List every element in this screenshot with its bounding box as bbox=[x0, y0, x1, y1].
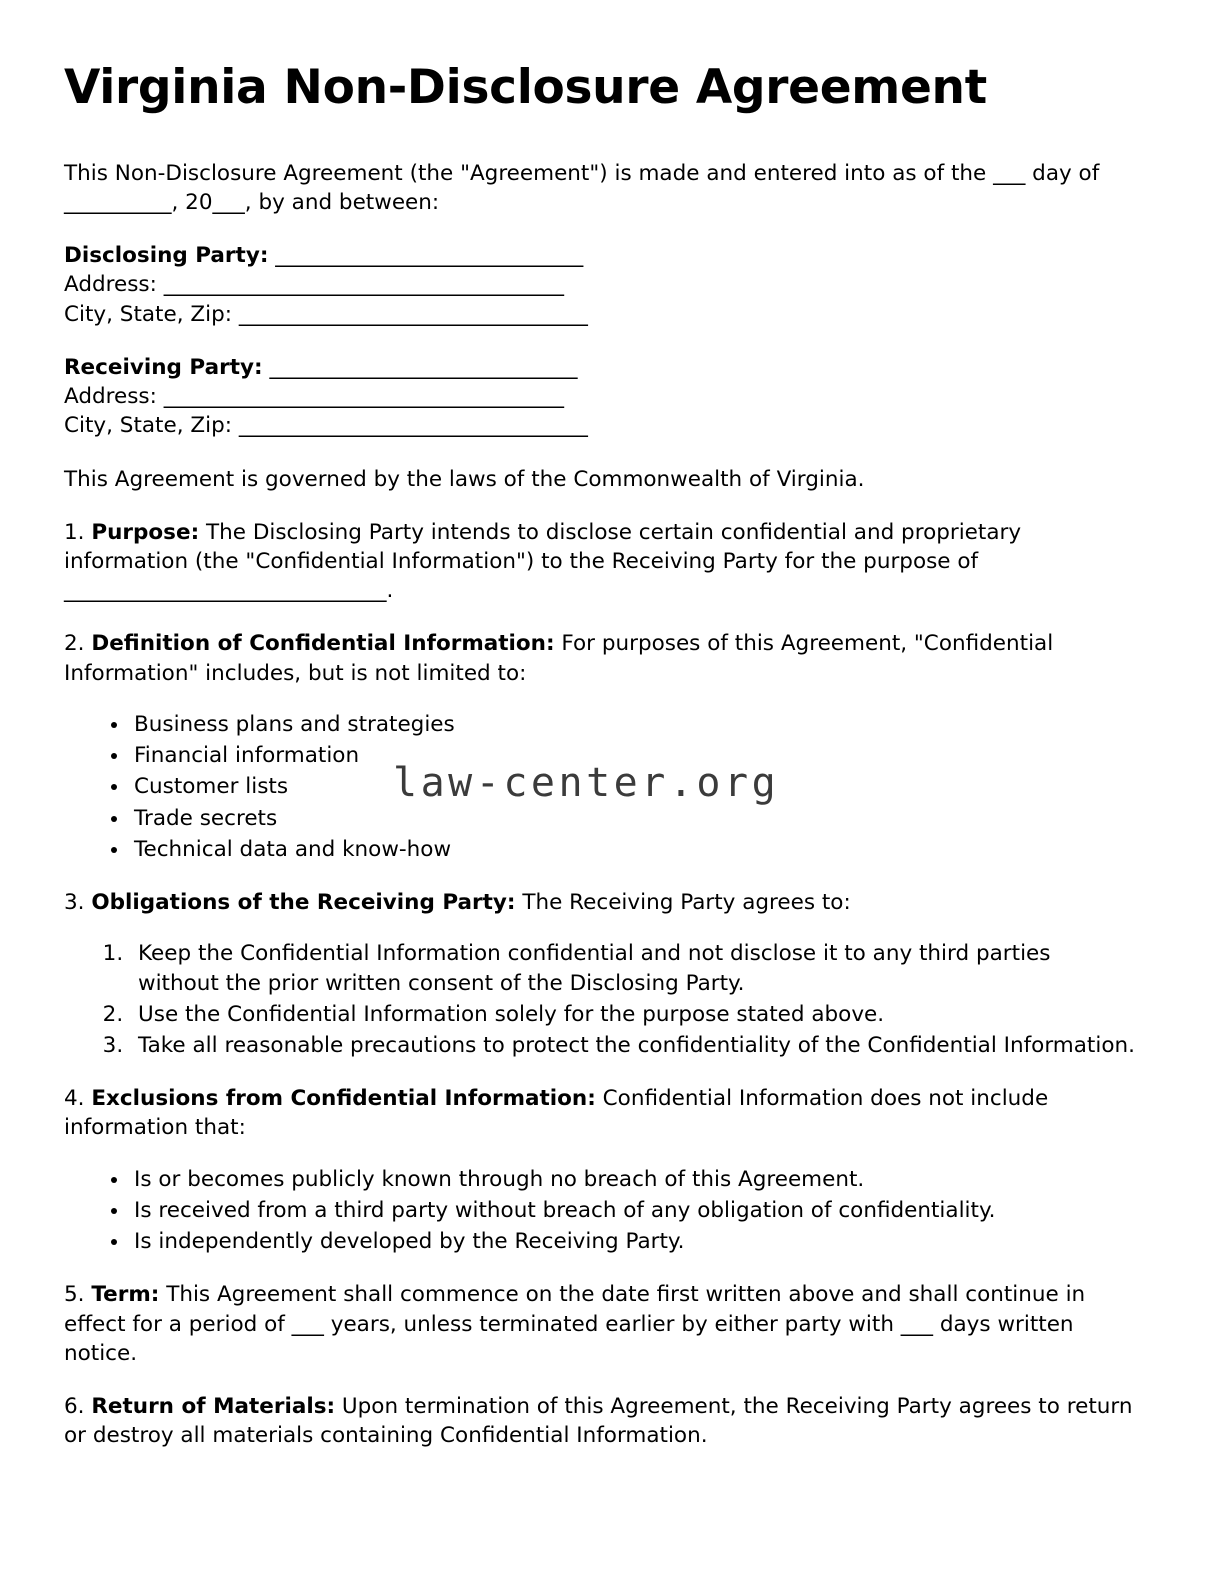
disclosing-party-name-blank: ______________________________ bbox=[275, 243, 583, 269]
section-purpose-body: The Disclosing Party intends to disclose certain confidential and proprietary information (the "Confidential Information") to the Receiving Party for the purpose of ______________________________. bbox=[64, 519, 1022, 604]
disclosing-party-name-line bbox=[64, 241, 1136, 270]
disclosing-party-city-label: City, State, Zip: bbox=[64, 301, 232, 327]
section-term-body: This Agreement shall commence on the date first written above and shall continue in effect for a period of ___ years, unless terminated earlier by either party with ___ days written notice. bbox=[64, 1282, 1086, 1366]
section-exclusions-label: Exclusions from Confidential Information: bbox=[91, 1086, 596, 1112]
section-purpose-label: Purpose: bbox=[91, 519, 200, 545]
receiving-party-address-blank: _______________________________________ bbox=[163, 384, 564, 410]
section-obligations bbox=[64, 888, 1136, 917]
receiving-party-city-line bbox=[64, 411, 1136, 440]
document-body bbox=[64, 62, 1136, 1475]
disclosing-party-address-label: Address: bbox=[64, 272, 157, 298]
list-item: • Business plans and strategies bbox=[130, 710, 1136, 739]
list-item: 3. Take all reasonable precautions to protect the confidentiality of the Confidential Information. bbox=[130, 1031, 1136, 1060]
section-return-label: Return of Materials: bbox=[91, 1394, 336, 1420]
section-return-number: 6. bbox=[64, 1394, 85, 1420]
section-definition-number: 2. bbox=[64, 631, 85, 657]
list-item: • Customer lists bbox=[130, 772, 1136, 801]
receiving-party-address-label: Address: bbox=[64, 384, 157, 410]
intro-paragraph: This Non-Disclosure Agreement (the "Agreement") is made and entered into as of the ___ day of __________, 20___, by and between: bbox=[64, 160, 1100, 215]
section-definition bbox=[64, 629, 1136, 687]
section-obligations-number: 3. bbox=[64, 890, 85, 916]
section-exclusions-number: 4. bbox=[64, 1086, 85, 1112]
page-title: Virginia Non-Disclosure Agreement bbox=[64, 60, 987, 115]
section-return-of-materials bbox=[64, 1392, 1136, 1450]
section-purpose-number: 1. bbox=[64, 519, 85, 545]
section-term-label: Term: bbox=[91, 1282, 160, 1308]
section-term bbox=[64, 1280, 1136, 1368]
disclosing-party-address-blank: _______________________________________ bbox=[163, 272, 564, 298]
list-item: • Technical data and know-how bbox=[130, 835, 1136, 864]
section-return-body: Upon termination of this Agreement, the Receiving Party agrees to return or destroy all materials containing Confidential Information. bbox=[64, 1394, 1133, 1449]
exclusions-list bbox=[64, 1165, 1136, 1257]
list-item: • Is independently developed by the Receiving Party. bbox=[130, 1227, 1136, 1256]
disclosing-party-city-blank: __________________________________ bbox=[238, 301, 588, 327]
section-definition-label: Definition of Confidential Information: bbox=[91, 631, 555, 657]
section-definition-body: For purposes of this Agreement, "Confidential Information" includes, but is not limited to: bbox=[64, 631, 1054, 686]
section-term-number: 5. bbox=[64, 1282, 85, 1308]
receiving-party-address-line bbox=[64, 382, 1136, 411]
receiving-party-city-blank: __________________________________ bbox=[238, 413, 588, 439]
governing-law-paragraph: This Agreement is governed by the laws of the Commonwealth of Virginia. bbox=[64, 466, 865, 492]
obligations-list bbox=[64, 939, 1136, 1060]
list-item: • Is or becomes publicly known through no breach of this Agreement. bbox=[130, 1165, 1136, 1194]
disclosing-party-label: Disclosing Party: bbox=[64, 243, 269, 269]
disclosing-party-city-line bbox=[64, 300, 1136, 329]
receiving-party-name-line bbox=[64, 353, 1136, 382]
list-item: • Is received from a third party without breach of any obligation of confidentiality. bbox=[130, 1196, 1136, 1225]
list-item: 1. Keep the Confidential Information confidential and not disclose it to any third parties without the prior written consent of the Disclosing Party. bbox=[130, 939, 1136, 997]
definition-list bbox=[64, 710, 1136, 864]
section-obligations-body: The Receiving Party agrees to: bbox=[515, 890, 851, 916]
receiving-party-block bbox=[64, 353, 1136, 441]
section-exclusions bbox=[64, 1084, 1136, 1142]
disclosing-party-block bbox=[64, 241, 1136, 329]
receiving-party-label: Receiving Party: bbox=[64, 354, 263, 380]
receiving-party-name-blank: ______________________________ bbox=[269, 354, 577, 380]
list-item: • Financial information bbox=[130, 741, 1136, 770]
disclosing-party-address-line bbox=[64, 270, 1136, 299]
list-item: • Trade secrets bbox=[130, 804, 1136, 833]
section-exclusions-body: Confidential Information does not include information that: bbox=[64, 1086, 1049, 1141]
watermark-law-center: law-center.org bbox=[393, 760, 780, 806]
section-obligations-label: Obligations of the Receiving Party: bbox=[91, 890, 516, 916]
section-purpose bbox=[64, 518, 1136, 606]
receiving-party-city-label: City, State, Zip: bbox=[64, 413, 232, 439]
list-item: 2. Use the Confidential Information solely for the purpose stated above. bbox=[130, 1000, 1136, 1029]
